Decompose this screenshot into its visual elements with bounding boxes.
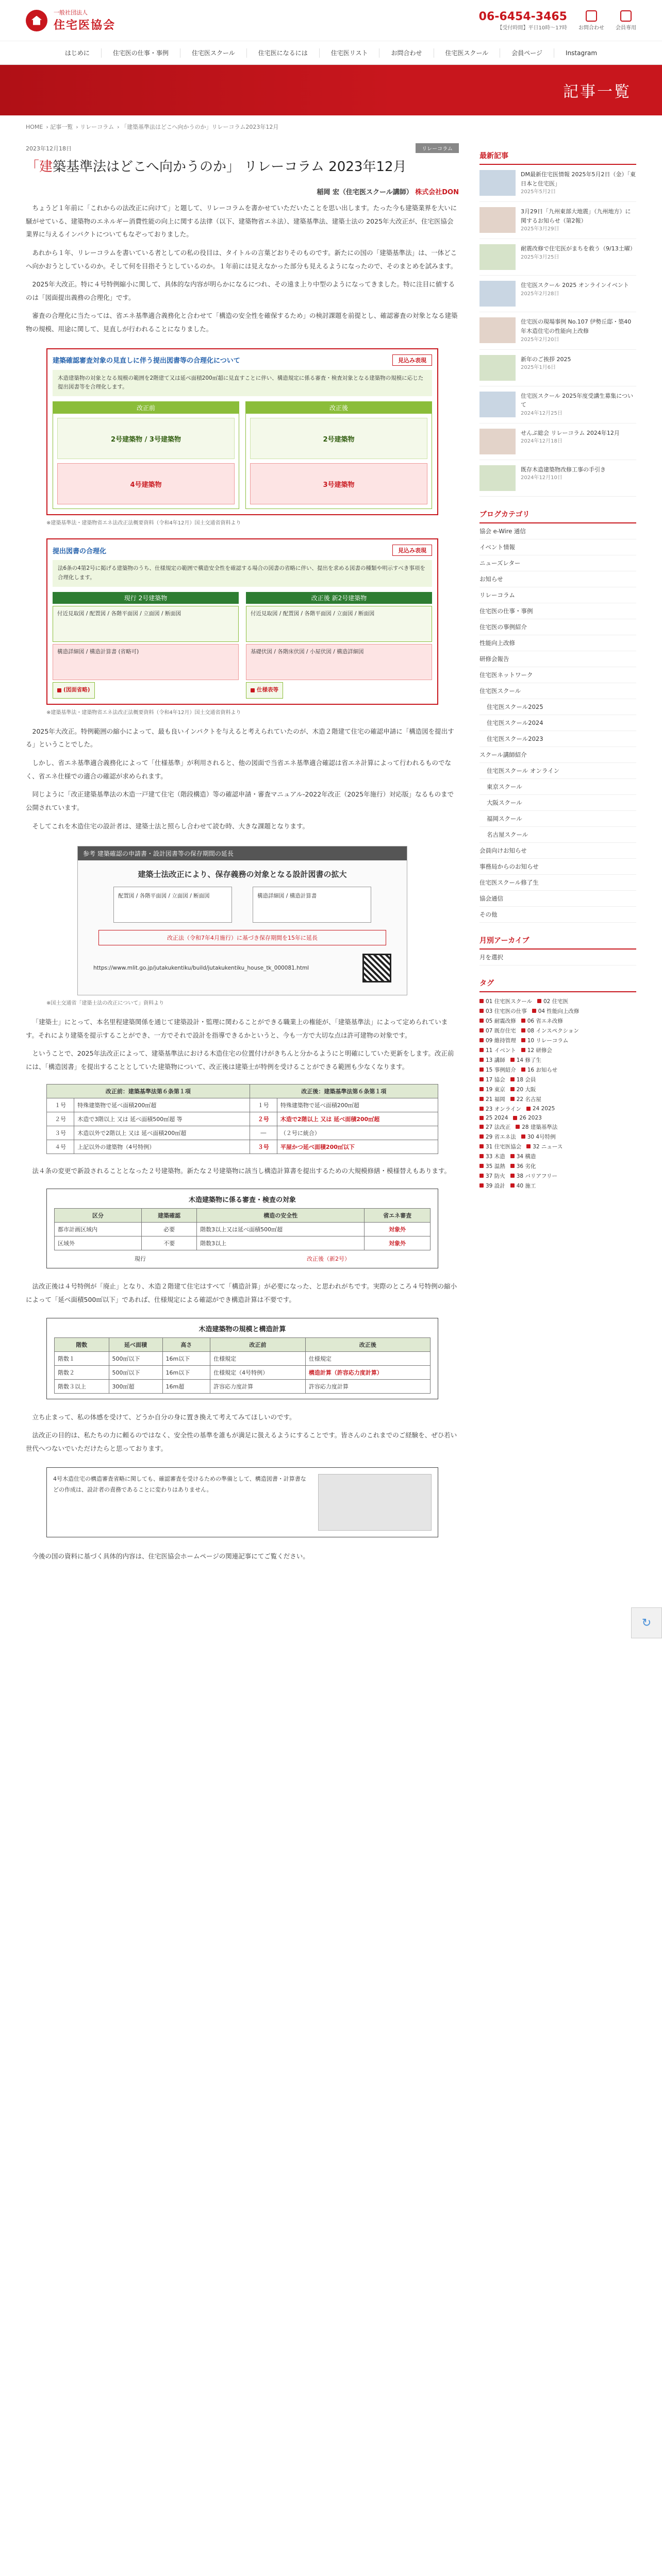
title-accent: 「建 <box>26 159 53 175</box>
table-title: 木造建築物の規模と構造計算 <box>198 1325 286 1333</box>
table-cell: 仕様規定 <box>210 1351 306 1365</box>
table-cell: 16m以下 <box>162 1365 210 1379</box>
tag-row <box>479 1017 636 1025</box>
tag-row <box>479 1086 636 1093</box>
tag-link[interactable]: 26 2023 <box>513 1115 541 1121</box>
tag-link[interactable]: 31 住宅医協会 <box>479 1143 521 1150</box>
tag-link[interactable]: 05 耐震改修 <box>479 1017 516 1025</box>
figure-title: 提出図書の合理化 <box>53 547 107 555</box>
recent-post-title[interactable]: 耐震改修で住宅医がまちを救う（9/13土曜） <box>521 245 636 252</box>
table-cell: 平屋かつ延べ面積200㎡以下 <box>277 1140 438 1154</box>
tag-row <box>479 1172 636 1180</box>
tag-link[interactable]: 10 リレーコラム <box>521 1037 569 1044</box>
recent-post-item[interactable] <box>479 350 636 386</box>
table-cell: 特殊建築物で延べ面積200㎡超 <box>277 1098 438 1112</box>
table-structure-calc <box>46 1318 438 1399</box>
site-header <box>0 0 662 41</box>
table-row <box>47 1112 438 1126</box>
tag-link[interactable]: 09 維持管理 <box>479 1037 516 1044</box>
tag-link[interactable]: 20 大阪 <box>510 1086 536 1093</box>
figure-badge: 見込み表現 <box>392 545 432 556</box>
figure-note: 改正法（令和7年4月施行）に基づき保存期間を15年に延長 <box>98 930 386 945</box>
table-header: 階数 <box>55 1337 109 1351</box>
doc-list: 付近見取図 / 配置図 / 各階平面図 / 立面図 / 断面図 <box>246 606 432 642</box>
mail-icon <box>586 10 597 22</box>
recent-post-title[interactable]: 新年のご挨拶 2025 <box>521 355 571 363</box>
table-header: 高さ <box>162 1337 210 1351</box>
table-cell: 仕様規定 <box>305 1351 430 1365</box>
table-cell: 500㎡以下 <box>109 1365 162 1379</box>
table-header: 省エネ審査 <box>365 1209 431 1223</box>
recent-post-thumbnail[interactable] <box>479 429 516 454</box>
table-cell: 対象外 <box>365 1223 431 1236</box>
doc-card: 配置図 / 各階平面図 / 立面図 / 断面図 <box>113 887 232 923</box>
author-company[interactable]: 株式会社DON <box>415 189 459 196</box>
recent-post-item[interactable] <box>479 165 636 202</box>
recent-post-date: 2024年12月10日 <box>521 475 562 481</box>
category-link[interactable]: お知らせ <box>479 571 636 587</box>
recent-post-title[interactable]: 既存木造建築物改修工事の手引き <box>521 466 606 473</box>
table-cell: 許容応力度計算 <box>305 1379 430 1393</box>
recent-post-thumbnail[interactable] <box>479 355 516 381</box>
col-header: 改正後 <box>246 402 432 414</box>
tag-link[interactable]: 38 バリアフリー <box>510 1172 557 1180</box>
article-paragraph: あれから１年、リレーコラムを書いている者としての私の役目は、タイトルの言葉どおりそのものです。新たにの国の「建築基準法」は、一体どこへ向かおうとしているのか。そして何を目指そうとしているのか。１年前には見えなかった部分も見えるようになったので、そのまとめを試みます。 <box>26 248 457 270</box>
phone-number[interactable]: 06-6454-3465 <box>478 10 567 23</box>
category-list <box>479 523 636 923</box>
tag-link[interactable]: 13 講師 <box>479 1056 505 1064</box>
nav-item[interactable]: お問合わせ <box>379 48 434 58</box>
table-cell: １号 <box>250 1098 277 1112</box>
col-header: 改正前 <box>53 402 239 414</box>
tag-row <box>479 1143 636 1150</box>
figure-review-scope <box>46 348 438 516</box>
cell-building-class: 4号建築物 <box>57 463 235 504</box>
article-paragraph: ということで、2025年法改正によって、建築基準法における木造住宅の位置付けがきちんと分かるようにと明確にしていた更新をします。改正前には、「構造図書」を提出することとしていた建築物について、改正後は建築士が特例を受けることができる範囲も少なくなります。 <box>26 1049 454 1071</box>
table-cell: ２号 <box>250 1112 277 1126</box>
category-link[interactable]: 福岡スクール <box>479 811 636 827</box>
recent-post-date: 2025年3月25日 <box>521 254 559 260</box>
recent-post-title[interactable]: DM最新住宅医情報 2025年5月2日（金）「東日本と住宅医」 <box>521 171 636 187</box>
recent-post-date: 2025年5月2日 <box>521 189 556 195</box>
tag-link[interactable]: 16 お知らせ <box>521 1066 557 1074</box>
recent-post-item[interactable] <box>479 460 636 497</box>
category-link[interactable]: リレーコラム <box>479 587 636 603</box>
sidebar-section-title: 月別アーカイブ <box>479 935 636 950</box>
author-name: 稲岡 宏（住宅医スクール講師） <box>317 189 413 196</box>
recent-post-text <box>521 465 606 491</box>
tag-link[interactable]: 22 名古屋 <box>510 1095 541 1103</box>
tag-link[interactable]: 11 イベント <box>479 1046 516 1054</box>
recent-post-thumbnail[interactable] <box>479 317 516 343</box>
table-cell: ３号 <box>47 1126 74 1140</box>
category-link[interactable]: イベント情報 <box>479 539 636 555</box>
doc-tag: (図面省略) <box>53 682 95 699</box>
qr-code-icon <box>362 954 391 982</box>
tag-row <box>479 1115 636 1121</box>
table-review-target <box>46 1189 438 1268</box>
tag-cloud <box>479 997 636 1190</box>
contact-label: お問合わせ <box>578 25 604 31</box>
figure-title: 建築確認審査対象の見直しに伴う提出図書等の合理化について <box>53 357 240 365</box>
tag-link[interactable]: 02 住宅医 <box>537 997 568 1005</box>
table-cell: 都市計画区域内 <box>55 1223 142 1236</box>
doc-list: 基礎伏図 / 各階床伏図 / 小屋伏図 / 構造詳細図 <box>246 644 432 680</box>
tag-link[interactable]: 30 4号特例 <box>521 1133 556 1141</box>
table-cell: 16m以下 <box>162 1351 210 1365</box>
table-cell: 階数２ <box>55 1365 109 1379</box>
tag-link[interactable]: 19 東京 <box>479 1086 505 1093</box>
tag-link[interactable]: 39 設計 <box>479 1182 505 1190</box>
page-title: 記事一覧 <box>563 83 631 101</box>
recent-post-title[interactable]: 住宅医の現場事例 No.107 伊勢丘邸・築40年木造住宅の性能向上改修 <box>521 318 632 334</box>
recent-post-text <box>521 244 636 270</box>
article-paragraph: 立ち止まって、私の体感を受けて、どうか自分の身に置き換えて考えてみてほしいのです。 <box>32 1413 296 1421</box>
category-link[interactable]: 会員向けお知らせ <box>479 843 636 859</box>
recent-post-date: 2025年2月28日 <box>521 291 559 297</box>
sidebar-section-title: ブログカテゴリ <box>479 509 636 523</box>
recent-post-text <box>521 207 636 233</box>
tag-row <box>479 1095 636 1103</box>
tag-link[interactable]: 17 協会 <box>479 1076 505 1083</box>
recent-post-text <box>521 355 571 381</box>
global-nav <box>0 41 662 65</box>
recent-post-title[interactable]: 3月29日「九州東部大地震」（九州地方）に関するお知らせ（第2報） <box>521 208 631 224</box>
category-link[interactable]: 住宅医スクール <box>479 683 636 699</box>
cell-building-class: 2号建築物 / 3号建築物 <box>57 418 235 459</box>
tag-row <box>479 1123 636 1131</box>
recent-post-title[interactable]: 住宅医スクール 2025年度受講生募集について <box>521 392 634 409</box>
figure-retention <box>77 846 407 995</box>
table-cell: ３号 <box>250 1140 277 1154</box>
table-cell: 木造で2階以上 又は 延べ面積200㎡超 <box>277 1112 438 1126</box>
article-paragraph: 法４条の変更で新設されることとなった２号建築物。新たな２号建築物に該当し構造計算書を提出するための大規模修繕・模様替えもあります。 <box>32 1166 451 1175</box>
table-title: 木造建築物に係る審査・検査の対象 <box>188 1196 296 1205</box>
tag-row <box>479 1182 636 1190</box>
recaptcha-badge[interactable] <box>631 1607 662 1638</box>
member-label: 会員専用 <box>616 25 636 31</box>
tag-link[interactable]: 01 住宅医スクール <box>479 997 532 1005</box>
recent-post-thumbnail[interactable] <box>479 170 516 196</box>
table-cell: 300㎡超 <box>109 1379 162 1393</box>
table-header: 区分 <box>55 1209 142 1223</box>
tag-row <box>479 1162 636 1170</box>
figure-note: 木造建築物の対象となる規模の範囲を2階建て又は延べ面積200㎡超に見直すことに伴い、構造規定に係る審査・検査対象となる建築物の規模に応じた提出図書等を合理化します。 <box>53 370 432 397</box>
table-header: 改正前：建築基準法第６条第１項 <box>47 1084 250 1098</box>
category-link[interactable]: 住宅医ネットワーク <box>479 667 636 683</box>
org-name: 住宅医協会 <box>54 19 116 32</box>
breadcrumb-item: 「建築基準法はどこへ向かうのか」リレーコラム2023年12月 <box>121 124 279 130</box>
table-cell: 区域外 <box>55 1236 142 1250</box>
table-cell: （２号に統合） <box>277 1126 438 1140</box>
category-link[interactable]: 住宅医スクール オンライン <box>479 763 636 779</box>
tag-link[interactable]: 24 2025 <box>526 1105 555 1113</box>
tag-link[interactable]: 25 2024 <box>479 1115 508 1121</box>
article-paragraph: 2025年大改正。特に４号特例縮小に関して、具体的な内容が明らかになるにつれ、その遠ま上り中型のようになってきました。特に注目に値するのは「図面提出義務の合理化」です。 <box>26 280 455 301</box>
category-link[interactable]: 研修会報告 <box>479 651 636 667</box>
table-row <box>47 1098 438 1112</box>
closing-text: 4号木造住宅の構造審査省略に関しても、確認審査を受けるための準備として、構造図書・計算書などの作成は、設計者の責務であることに変わりはありません。 <box>53 1476 306 1494</box>
tag-link[interactable]: 03 住宅医の仕事 <box>479 1007 527 1015</box>
category-link[interactable]: 東京スクール <box>479 779 636 795</box>
tag-row <box>479 997 636 1005</box>
article-paragraph: 同じように「改正建築基準法の木造一戸建て住宅（階段構造）等の確認申請・審査マニュアル-2022年改正（2025年施行）対応版」なるものまで公開されています。 <box>26 790 454 811</box>
tag-link[interactable]: 21 福岡 <box>479 1095 505 1103</box>
page-hero <box>0 65 662 115</box>
table-row <box>55 1351 431 1365</box>
sidebar-section-title: 最新記事 <box>479 150 636 165</box>
table-cell: 500㎡以下 <box>109 1351 162 1365</box>
table-cell: １号 <box>47 1098 74 1112</box>
recent-post-thumbnail[interactable] <box>479 465 516 491</box>
table-cell: 階数１ <box>55 1351 109 1365</box>
tag-link[interactable]: 36 劣化 <box>510 1162 536 1170</box>
table-header: 改正後：建築基準法第６条第１項 <box>250 1084 438 1098</box>
table-cell: 階数３以上 <box>55 1379 109 1393</box>
tag-link[interactable]: 34 構造 <box>510 1153 536 1160</box>
recent-post-date: 2025年3月29日 <box>521 226 559 232</box>
tag-link[interactable]: 18 会員 <box>510 1076 536 1083</box>
table-header: 建築確認 <box>142 1209 197 1223</box>
article-main <box>26 138 459 1563</box>
figure-caption: ※国土交通省「建築士法の改正について」資料より <box>46 1001 164 1007</box>
doc-list: 付近見取図 / 配置図 / 各階平面図 / 立面図 / 断面図 <box>53 606 239 642</box>
article-paragraph: 今後の国の資料に基づく具体的内容は、住宅医協会ホームページの関連記事にてご覧ください。 <box>32 1552 309 1561</box>
table-row <box>47 1126 438 1140</box>
table-row <box>47 1140 438 1154</box>
tag-row <box>479 1037 636 1044</box>
category-link[interactable]: 名古屋スクール <box>479 827 636 843</box>
figure-top-label: 参考 建築確認の申請書・設計図書等の保存期間の延長 <box>78 846 407 860</box>
article-paragraph: そしてこれを木造住宅の設計者は、建築士法と照らし合わせて読む時、大きな課題となります。 <box>32 822 309 830</box>
col-header: 改正後 新2号建築物 <box>246 592 432 604</box>
tag-row <box>479 1153 636 1160</box>
tag-row <box>479 1027 636 1035</box>
table-header: 構造の安全性 <box>197 1209 365 1223</box>
table-cell: 不要 <box>142 1236 197 1250</box>
tag-link[interactable]: 23 オンライン <box>479 1105 521 1113</box>
table-cell: 仕様規定（4号特例） <box>210 1365 306 1379</box>
table-header: 改正後 <box>305 1337 430 1351</box>
nav-item[interactable]: 住宅医になるには <box>247 48 320 58</box>
sidebar-section-title: タグ <box>479 978 636 992</box>
doc-list: 構造詳細図 / 構造計算書 (省略可) <box>53 644 239 680</box>
table-cell: 上記以外の建築物（4号特例） <box>74 1140 250 1154</box>
recent-post-date: 2025年1月6日 <box>521 365 556 371</box>
article-paragraph: ちょうど１年前に「これからの法改正に向けて」と題して、リレーコラムを書かせていただいたことを思い出します。たった今も建築業界を大いに騒がせている、建築物のエネルギー消費性能の向上に関する法律（以下、建築物省エネ法）、建築基準法、建築士法の 2025年大改正が、住宅医協会業界に与えるインパクトについてもなぞっておりました。 <box>26 204 457 239</box>
table-cell: 階数3以上 <box>197 1236 365 1250</box>
lock-icon <box>620 10 632 22</box>
recent-post-thumbnail[interactable] <box>479 207 516 233</box>
table-cell: 特殊建築物で延べ面積200㎡超 <box>74 1098 250 1112</box>
table-cell: 構造計算（許容応力度計算） <box>305 1365 430 1379</box>
sidebar <box>479 138 636 1563</box>
org-small-label: 一般社団法人 <box>54 9 88 16</box>
table-cell: 16m超 <box>162 1379 210 1393</box>
article-paragraph: 法改正後は４号特例が「廃止」となり、木造２階建て住宅はすべて「構造計算」が必要になった、と思われがちです。実際のところ４号特例の縮小によって「延べ面積500㎡以下」であれば、仕様規定による確認ができ構造計算は不要です。 <box>26 1282 457 1303</box>
category-link[interactable]: 大阪スクール <box>479 795 636 811</box>
recent-post-item[interactable] <box>479 423 636 460</box>
author-line <box>26 187 459 196</box>
table-cell: 階数3以上又は延べ面積500㎡超 <box>197 1223 365 1236</box>
member-button[interactable] <box>616 10 636 31</box>
figure-badge: 見込み表現 <box>392 354 432 366</box>
tag-row <box>479 1046 636 1054</box>
table-cell: 必要 <box>142 1223 197 1236</box>
nav-item[interactable]: Instagram <box>566 49 598 57</box>
tag-link[interactable]: 37 防火 <box>479 1172 505 1180</box>
category-link[interactable]: スクール講師紹介 <box>479 747 636 763</box>
article-title <box>26 157 459 177</box>
recent-post-text <box>521 429 620 454</box>
table-row <box>55 1223 431 1236</box>
category-link[interactable]: 協会通信 <box>479 891 636 907</box>
figure-caption: ※建築基準法・建築物省エネ法改正法概要資料（令和4年12月）国土交通省資料より <box>46 709 241 716</box>
tag-link[interactable]: 08 インスペクション <box>521 1027 579 1035</box>
table-header: 延べ面積 <box>109 1337 162 1351</box>
tag-row <box>479 1105 636 1113</box>
table-cell: 許容応力度計算 <box>210 1379 306 1393</box>
tag-link[interactable]: 33 木造 <box>479 1153 505 1160</box>
breadcrumb-item[interactable]: リレーコラム <box>80 124 114 130</box>
recent-post-item[interactable] <box>479 276 636 312</box>
table-cell: 木造以外で2階以上 又は 延べ面積200㎡超 <box>74 1126 250 1140</box>
article-paragraph: 「建築士」にとって、本名里程建築関係を通じて建築設計・監理に関わることができる職業上の権能が、「建築基準法」によって定められています。それにより建築を提示することができ、一方でそれで設計を指導できるかというと、今も一方で大切な点は許可建物の対象です。 <box>26 1018 448 1039</box>
category-link[interactable]: 性能向上改修 <box>479 635 636 651</box>
article-paragraph: 審査の合理化に当たっては、省エネ基準適合義務化と合わせて「構造の安全性を確保するため」の検討課題を前提とし、確認審査の対象となる建築物の規模、用途に関して、見直しが行われることになりました。 <box>26 312 458 333</box>
article-paragraph: 2025年大改正。特例範囲の縮小によって、最も良いインパクトを与えると考えられていたのが、木造２階建て住宅の確認申請に「構造図を提出する」ということでした。 <box>26 727 454 749</box>
title-rest: 築基準法はどこへ向かうのか」 リレーコラム 2023年12月 <box>53 159 407 175</box>
figure-caption: ※建築基準法・建築物省エネ法改正法概要資料（令和4年12月）国土交通省資料より <box>46 520 241 527</box>
table-row <box>55 1379 431 1393</box>
recent-post-date: 2024年12月18日 <box>521 438 562 445</box>
recent-post-item[interactable] <box>479 202 636 239</box>
recent-post-title[interactable]: 住宅医スクール 2025 オンラインイベント <box>521 282 629 289</box>
table-cell: 木造で3階以上 又は 延べ面積500㎡超 等 <box>74 1112 250 1126</box>
nav-item[interactable]: 住宅医リスト <box>320 48 380 58</box>
recent-post-text <box>521 317 636 344</box>
phone-block[interactable] <box>479 10 567 31</box>
article-paragraph: 法改正の目的は、私たちの力に頼るのではなく、安全性の基準を誰もが満足に扱えるようにすることです。皆さんのこれまでのご経験を、ぜひ若い世代へつないでいただけたらと思っております。 <box>26 1431 457 1452</box>
nav-item[interactable]: はじめに <box>54 48 102 58</box>
tag-row <box>479 1066 636 1074</box>
archive-select[interactable]: 月を選択 <box>479 950 636 965</box>
doc-tag: 仕様表等 <box>246 682 283 699</box>
tag-link[interactable]: 32 ニュース <box>526 1143 562 1150</box>
tag-link[interactable]: 04 性能向上改修 <box>532 1007 580 1015</box>
recent-list <box>479 165 636 497</box>
col-header: 現行 2号建築物 <box>53 592 239 604</box>
recent-post-date: 2025年2月20日 <box>521 336 559 343</box>
category-link[interactable]: その他 <box>479 907 636 923</box>
table-article6 <box>46 1084 438 1154</box>
tag-row <box>479 1076 636 1083</box>
nav-item[interactable]: 住宅医スクール <box>434 48 501 58</box>
closing-image <box>318 1474 432 1531</box>
house-logo-icon <box>26 10 47 31</box>
article-date: 2023年12月18日 <box>26 145 72 152</box>
closing-box <box>46 1467 438 1537</box>
tag-link[interactable]: 35 温熱 <box>479 1162 505 1170</box>
table-header: 改正前 <box>210 1337 306 1351</box>
recent-post-thumbnail[interactable] <box>479 244 516 270</box>
cell-building-class: 2号建築物 <box>250 418 427 459</box>
tag-row <box>479 1056 636 1064</box>
breadcrumb-item[interactable]: HOME <box>26 124 43 130</box>
site-logo[interactable] <box>26 8 115 32</box>
category-link[interactable]: 住宅医の事例紹介 <box>479 619 636 635</box>
figure-document-rationalization <box>46 538 438 705</box>
category-link[interactable]: ニューズレター <box>479 555 636 571</box>
category-link[interactable]: 住宅医スクール2024 <box>479 715 636 731</box>
recent-post-thumbnail[interactable] <box>479 281 516 307</box>
category-link[interactable]: 住宅医スクール修了生 <box>479 875 636 891</box>
tag-row <box>479 1133 636 1141</box>
category-link[interactable]: 住宅医スクール2023 <box>479 731 636 747</box>
table-cell: ― <box>250 1126 277 1140</box>
article-paragraph: しかし、省エネ基準適合義務化によって「仕様基準」が利用されると、他の図面で当省エネ基準適合確認は省エネ計算によって行われるものでなく、省エネ仕様での適合の確認が求められます。 <box>26 759 452 780</box>
recent-post-thumbnail[interactable] <box>479 392 516 417</box>
phone-hours: 【受付時間】平日10時〜17時 <box>497 25 567 31</box>
tag-link[interactable]: 40 施工 <box>510 1182 536 1190</box>
table-sub-label: 改正後（新2号） <box>307 1256 350 1263</box>
recent-post-date: 2024年12月25日 <box>521 410 562 416</box>
table-cell: ４号 <box>47 1140 74 1154</box>
tag-link[interactable]: 28 建築基準法 <box>516 1123 557 1131</box>
category-link[interactable]: 住宅医の仕事・事例 <box>479 603 636 619</box>
figure-title: 建築士法改正により、保存義務の対象となる設計図書の拡大 <box>138 870 347 879</box>
recent-post-text <box>521 170 636 196</box>
cell-building-class: 3号建築物 <box>250 463 427 504</box>
recent-post-title[interactable]: せんぷ総会 リレーコラム 2024年12月 <box>521 429 620 436</box>
tag-link[interactable]: 12 研修会 <box>521 1046 552 1054</box>
doc-card: 構造詳細図 / 構造計算書 <box>253 887 371 923</box>
tag-link[interactable]: 06 省エネ改修 <box>521 1017 563 1025</box>
recent-post-text <box>521 392 636 418</box>
category-link[interactable]: 住宅医スクール2025 <box>479 699 636 715</box>
tag-row <box>479 1007 636 1015</box>
tag-link[interactable]: 14 修了生 <box>510 1056 541 1064</box>
category-tag[interactable]: リレーコラム <box>416 143 459 153</box>
table-cell: 対象外 <box>365 1236 431 1250</box>
recent-post-item[interactable] <box>479 386 636 423</box>
nav-item[interactable]: 住宅医スクール <box>180 48 247 58</box>
category-link[interactable]: 協会 e-Wire 通信 <box>479 523 636 539</box>
breadcrumb-item[interactable]: 記事一覧 <box>50 124 73 130</box>
figure-note: 法6条の4第2号に掲げる建築物のうち、仕様規定の範囲で構造安全性を確認する場合の図書の省略に伴い、提出を求める図書の種類や明示すべき事項を合理化します。 <box>53 560 432 587</box>
recent-post-text <box>521 281 629 307</box>
recaptcha-icon: ↻ <box>641 1616 652 1630</box>
tag-link[interactable]: 29 省エネ法 <box>479 1133 516 1141</box>
tag-link[interactable]: 07 既存住宅 <box>479 1027 516 1035</box>
table-sub-label: 現行 <box>135 1256 146 1263</box>
breadcrumb: HOME › 記事一覧 › リレーコラム › 「建築基準法はどこへ向かうのか」リレーコラム2023年12月 <box>26 124 279 130</box>
table-row <box>55 1236 431 1250</box>
recent-post-item[interactable] <box>479 239 636 276</box>
table-row <box>55 1365 431 1379</box>
nav-item[interactable]: 住宅医の仕事・事例 <box>102 48 180 58</box>
nav-item[interactable]: 会員ページ <box>500 48 554 58</box>
contact-button[interactable] <box>578 10 604 31</box>
tag-link[interactable]: 27 法改正 <box>479 1123 510 1131</box>
recent-post-item[interactable] <box>479 312 636 349</box>
tag-link[interactable]: 15 事例紹介 <box>479 1066 516 1074</box>
source-url[interactable]: https://www.mlit.go.jp/jutakukentiku/build/jutakukentiku_house_tk_000081.html <box>93 965 309 972</box>
category-link[interactable]: 事務局からのお知らせ <box>479 859 636 875</box>
table-cell: ２号 <box>47 1112 74 1126</box>
